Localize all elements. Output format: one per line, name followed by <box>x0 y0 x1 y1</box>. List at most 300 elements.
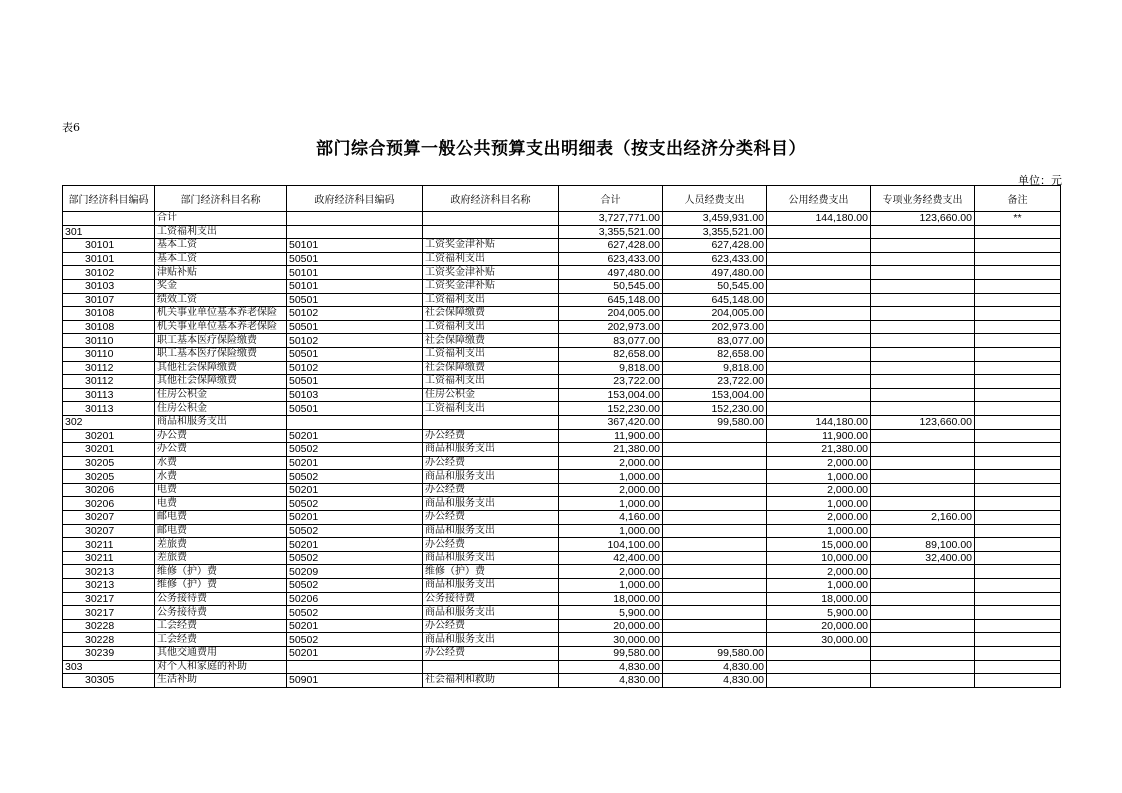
cell-gov-name: 工资福利支出 <box>423 402 559 416</box>
cell-public <box>767 279 871 293</box>
cell-total: 152,230.00 <box>559 402 663 416</box>
cell-special <box>871 579 975 593</box>
cell-dept-code: 30108 <box>63 307 155 321</box>
cell-public: 30,000.00 <box>767 633 871 647</box>
cell-public: 2,000.00 <box>767 565 871 579</box>
cell-note <box>975 470 1061 484</box>
table-row <box>63 443 1061 457</box>
cell-public <box>767 647 871 661</box>
cell-dept-code: 30305 <box>63 674 155 688</box>
cell-personnel: 9,818.00 <box>663 361 767 375</box>
cell-dept-code: 30201 <box>63 429 155 443</box>
cell-dept-code: 30217 <box>63 592 155 606</box>
cell-dept-code: 30205 <box>63 470 155 484</box>
cell-note <box>975 334 1061 348</box>
cell-gov-name: 工资福利支出 <box>423 320 559 334</box>
cell-dept-name: 水费 <box>155 456 287 470</box>
cell-note <box>975 415 1061 429</box>
cell-public: 1,000.00 <box>767 497 871 511</box>
cell-public: 10,000.00 <box>767 551 871 565</box>
cell-gov-code: 50102 <box>287 334 423 348</box>
cell-special: 32,400.00 <box>871 551 975 565</box>
cell-gov-name: 商品和服务支出 <box>423 551 559 565</box>
cell-gov-name: 办公经费 <box>423 483 559 497</box>
cell-note <box>975 551 1061 565</box>
cell-dept-name: 办公费 <box>155 429 287 443</box>
cell-dept-code: 30206 <box>63 497 155 511</box>
cell-total: 645,148.00 <box>559 293 663 307</box>
cell-total: 9,818.00 <box>559 361 663 375</box>
cell-gov-name: 商品和服务支出 <box>423 606 559 620</box>
cell-note <box>975 511 1061 525</box>
cell-gov-name: 商品和服务支出 <box>423 497 559 511</box>
cell-personnel <box>663 497 767 511</box>
table-row <box>63 375 1061 389</box>
cell-dept-code <box>63 212 155 226</box>
cell-total: 3,355,521.00 <box>559 225 663 239</box>
cell-gov-code: 50201 <box>287 619 423 633</box>
cell-public <box>767 252 871 266</box>
cell-gov-name: 社会福利和救助 <box>423 674 559 688</box>
header-dept-code: 部门经济科目编码 <box>63 186 155 212</box>
cell-personnel: 627,428.00 <box>663 239 767 253</box>
cell-personnel: 99,580.00 <box>663 415 767 429</box>
cell-total: 153,004.00 <box>559 388 663 402</box>
cell-note <box>975 538 1061 552</box>
cell-total: 99,580.00 <box>559 647 663 661</box>
cell-public <box>767 225 871 239</box>
cell-gov-code: 50502 <box>287 524 423 538</box>
cell-dept-code: 30110 <box>63 334 155 348</box>
cell-gov-name: 商品和服务支出 <box>423 470 559 484</box>
cell-special: 89,100.00 <box>871 538 975 552</box>
table-number-label: 表6 <box>62 121 80 134</box>
cell-dept-name: 电费 <box>155 483 287 497</box>
cell-note <box>975 674 1061 688</box>
unit-label: 单位：元 <box>1018 174 1062 187</box>
table-row <box>63 293 1061 307</box>
cell-special <box>871 443 975 457</box>
cell-dept-name: 职工基本医疗保险缴费 <box>155 334 287 348</box>
header-gov-code: 政府经济科目编码 <box>287 186 423 212</box>
cell-public: 1,000.00 <box>767 579 871 593</box>
cell-public: 1,000.00 <box>767 470 871 484</box>
cell-total: 202,973.00 <box>559 320 663 334</box>
cell-total: 83,077.00 <box>559 334 663 348</box>
cell-gov-code: 50501 <box>287 252 423 266</box>
cell-gov-name: 商品和服务支出 <box>423 443 559 457</box>
table-row <box>63 538 1061 552</box>
cell-dept-code: 30228 <box>63 633 155 647</box>
cell-dept-code: 30103 <box>63 279 155 293</box>
cell-total: 4,160.00 <box>559 511 663 525</box>
cell-dept-code: 30112 <box>63 361 155 375</box>
table-row <box>63 415 1061 429</box>
cell-dept-name: 其他社会保障缴费 <box>155 361 287 375</box>
cell-note <box>975 456 1061 470</box>
cell-dept-code: 30113 <box>63 402 155 416</box>
cell-personnel: 99,580.00 <box>663 647 767 661</box>
cell-note <box>975 266 1061 280</box>
cell-personnel: 497,480.00 <box>663 266 767 280</box>
cell-personnel: 82,658.00 <box>663 347 767 361</box>
cell-special <box>871 524 975 538</box>
cell-dept-code: 30239 <box>63 647 155 661</box>
cell-dept-name: 绩效工资 <box>155 293 287 307</box>
cell-public: 1,000.00 <box>767 524 871 538</box>
cell-special <box>871 660 975 674</box>
cell-total: 1,000.00 <box>559 524 663 538</box>
cell-public <box>767 334 871 348</box>
cell-total: 42,400.00 <box>559 551 663 565</box>
cell-dept-name: 奖金 <box>155 279 287 293</box>
cell-special <box>871 347 975 361</box>
cell-dept-name: 机关事业单位基本养老保险 <box>155 320 287 334</box>
table-row <box>63 347 1061 361</box>
table-row <box>63 497 1061 511</box>
cell-gov-code: 50901 <box>287 674 423 688</box>
cell-total: 4,830.00 <box>559 660 663 674</box>
cell-personnel: 23,722.00 <box>663 375 767 389</box>
cell-special <box>871 456 975 470</box>
cell-special <box>871 334 975 348</box>
cell-dept-code: 30207 <box>63 524 155 538</box>
cell-dept-name: 职工基本医疗保险缴费 <box>155 347 287 361</box>
table-row <box>63 361 1061 375</box>
page-title: 部门综合预算一般公共预算支出明细表（按支出经济分类科目） <box>316 139 806 159</box>
cell-gov-name: 办公经费 <box>423 429 559 443</box>
cell-public <box>767 239 871 253</box>
cell-dept-name: 工会经费 <box>155 633 287 647</box>
cell-personnel <box>663 606 767 620</box>
cell-total: 2,000.00 <box>559 565 663 579</box>
cell-note <box>975 565 1061 579</box>
cell-note <box>975 647 1061 661</box>
cell-dept-code: 30213 <box>63 579 155 593</box>
cell-note <box>975 225 1061 239</box>
table-row <box>63 619 1061 633</box>
cell-special <box>871 619 975 633</box>
cell-dept-name: 住房公积金 <box>155 402 287 416</box>
cell-gov-code: 50201 <box>287 429 423 443</box>
cell-total: 23,722.00 <box>559 375 663 389</box>
cell-special <box>871 388 975 402</box>
cell-special <box>871 252 975 266</box>
table-row <box>63 551 1061 565</box>
cell-dept-name: 邮电费 <box>155 511 287 525</box>
cell-gov-code: 50501 <box>287 293 423 307</box>
cell-public: 18,000.00 <box>767 592 871 606</box>
cell-gov-code: 50101 <box>287 266 423 280</box>
table-row <box>63 483 1061 497</box>
budget-detail-table <box>62 185 1061 688</box>
table-row <box>63 402 1061 416</box>
cell-total: 627,428.00 <box>559 239 663 253</box>
cell-dept-name: 工会经费 <box>155 619 287 633</box>
cell-gov-name: 办公经费 <box>423 619 559 633</box>
cell-total: 4,830.00 <box>559 674 663 688</box>
table-row <box>63 320 1061 334</box>
cell-dept-name: 邮电费 <box>155 524 287 538</box>
cell-note <box>975 402 1061 416</box>
cell-note <box>975 429 1061 443</box>
cell-dept-code: 30107 <box>63 293 155 307</box>
cell-public <box>767 320 871 334</box>
cell-special <box>871 375 975 389</box>
cell-total: 18,000.00 <box>559 592 663 606</box>
cell-gov-name: 办公经费 <box>423 538 559 552</box>
cell-note <box>975 375 1061 389</box>
cell-personnel <box>663 511 767 525</box>
cell-special <box>871 279 975 293</box>
cell-gov-name: 商品和服务支出 <box>423 524 559 538</box>
cell-total: 2,000.00 <box>559 483 663 497</box>
cell-special <box>871 674 975 688</box>
cell-dept-name: 维修（护）费 <box>155 565 287 579</box>
table-row <box>63 660 1061 674</box>
cell-gov-code: 50502 <box>287 497 423 511</box>
cell-gov-name: 商品和服务支出 <box>423 633 559 647</box>
cell-gov-name: 工资奖金津补贴 <box>423 279 559 293</box>
cell-total: 3,727,771.00 <box>559 212 663 226</box>
cell-special <box>871 307 975 321</box>
cell-dept-name: 合计 <box>155 212 287 226</box>
cell-personnel <box>663 538 767 552</box>
cell-gov-name: 办公经费 <box>423 647 559 661</box>
table-row <box>63 511 1061 525</box>
cell-dept-code: 30201 <box>63 443 155 457</box>
table-row <box>63 334 1061 348</box>
cell-gov-code: 50103 <box>287 388 423 402</box>
cell-dept-code: 30213 <box>63 565 155 579</box>
cell-gov-code: 50501 <box>287 375 423 389</box>
cell-personnel <box>663 551 767 565</box>
cell-public: 2,000.00 <box>767 483 871 497</box>
cell-gov-code: 50201 <box>287 538 423 552</box>
cell-note <box>975 660 1061 674</box>
cell-personnel <box>663 579 767 593</box>
cell-note <box>975 443 1061 457</box>
cell-gov-name: 工资福利支出 <box>423 375 559 389</box>
cell-dept-name: 工资福利支出 <box>155 225 287 239</box>
cell-public <box>767 266 871 280</box>
cell-personnel: 153,004.00 <box>663 388 767 402</box>
cell-special: 2,160.00 <box>871 511 975 525</box>
cell-dept-name: 差旅费 <box>155 538 287 552</box>
cell-gov-code: 50502 <box>287 443 423 457</box>
cell-public: 20,000.00 <box>767 619 871 633</box>
cell-note <box>975 361 1061 375</box>
cell-gov-code: 50206 <box>287 592 423 606</box>
cell-note <box>975 320 1061 334</box>
cell-gov-name: 维修（护）费 <box>423 565 559 579</box>
header-dept-name: 部门经济科目名称 <box>155 186 287 212</box>
table-row <box>63 456 1061 470</box>
cell-public: 11,900.00 <box>767 429 871 443</box>
cell-gov-name: 工资奖金津补贴 <box>423 239 559 253</box>
cell-total: 1,000.00 <box>559 579 663 593</box>
cell-gov-code: 50201 <box>287 483 423 497</box>
table-row <box>63 225 1061 239</box>
cell-dept-code: 30101 <box>63 252 155 266</box>
table-row <box>63 252 1061 266</box>
header-special: 专项业务经费支出 <box>871 186 975 212</box>
cell-public: 15,000.00 <box>767 538 871 552</box>
header-gov-name: 政府经济科目名称 <box>423 186 559 212</box>
cell-public: 144,180.00 <box>767 212 871 226</box>
cell-public <box>767 388 871 402</box>
cell-special: 123,660.00 <box>871 415 975 429</box>
table-row <box>63 388 1061 402</box>
cell-gov-code: 50101 <box>287 239 423 253</box>
cell-gov-code: 50102 <box>287 361 423 375</box>
header-personnel: 人员经费支出 <box>663 186 767 212</box>
cell-special <box>871 606 975 620</box>
cell-gov-name: 社会保障缴费 <box>423 334 559 348</box>
table-row <box>63 633 1061 647</box>
cell-total: 5,900.00 <box>559 606 663 620</box>
cell-special <box>871 633 975 647</box>
cell-total: 367,420.00 <box>559 415 663 429</box>
cell-gov-code: 50209 <box>287 565 423 579</box>
cell-special <box>871 225 975 239</box>
cell-personnel <box>663 429 767 443</box>
cell-dept-name: 其他社会保障缴费 <box>155 375 287 389</box>
cell-personnel: 152,230.00 <box>663 402 767 416</box>
cell-special <box>871 592 975 606</box>
cell-dept-name: 维修（护）费 <box>155 579 287 593</box>
cell-gov-name <box>423 415 559 429</box>
cell-public: 2,000.00 <box>767 456 871 470</box>
cell-personnel: 202,973.00 <box>663 320 767 334</box>
cell-special <box>871 361 975 375</box>
cell-personnel: 4,830.00 <box>663 660 767 674</box>
cell-note <box>975 579 1061 593</box>
cell-special <box>871 497 975 511</box>
cell-gov-code: 50501 <box>287 347 423 361</box>
cell-dept-code: 30211 <box>63 538 155 552</box>
cell-gov-name: 公务接待费 <box>423 592 559 606</box>
cell-gov-name: 工资奖金津补贴 <box>423 266 559 280</box>
cell-dept-name: 对个人和家庭的补助 <box>155 660 287 674</box>
cell-dept-code: 30102 <box>63 266 155 280</box>
cell-total: 1,000.00 <box>559 470 663 484</box>
cell-dept-name: 差旅费 <box>155 551 287 565</box>
cell-gov-code: 50501 <box>287 320 423 334</box>
table-row <box>63 524 1061 538</box>
cell-note <box>975 483 1061 497</box>
table-row <box>63 674 1061 688</box>
cell-gov-name: 社会保障缴费 <box>423 307 559 321</box>
cell-dept-name: 基本工资 <box>155 252 287 266</box>
cell-public <box>767 361 871 375</box>
cell-note <box>975 388 1061 402</box>
cell-personnel: 3,459,931.00 <box>663 212 767 226</box>
cell-gov-code <box>287 660 423 674</box>
cell-gov-name: 商品和服务支出 <box>423 579 559 593</box>
table-row <box>63 279 1061 293</box>
cell-dept-name: 办公费 <box>155 443 287 457</box>
cell-gov-name: 工资福利支出 <box>423 293 559 307</box>
cell-special: 123,660.00 <box>871 212 975 226</box>
cell-dept-code: 30108 <box>63 320 155 334</box>
cell-gov-code <box>287 415 423 429</box>
table-row <box>63 579 1061 593</box>
cell-special <box>871 266 975 280</box>
cell-special <box>871 470 975 484</box>
cell-personnel <box>663 456 767 470</box>
cell-total: 20,000.00 <box>559 619 663 633</box>
table-row <box>63 565 1061 579</box>
cell-personnel <box>663 633 767 647</box>
table-row <box>63 606 1061 620</box>
cell-dept-name: 其他交通费用 <box>155 647 287 661</box>
cell-dept-name: 住房公积金 <box>155 388 287 402</box>
cell-special <box>871 402 975 416</box>
cell-gov-code <box>287 225 423 239</box>
cell-dept-code: 30205 <box>63 456 155 470</box>
cell-personnel: 4,830.00 <box>663 674 767 688</box>
cell-note <box>975 307 1061 321</box>
table-row <box>63 470 1061 484</box>
cell-personnel: 83,077.00 <box>663 334 767 348</box>
cell-public <box>767 293 871 307</box>
cell-note: ** <box>975 212 1061 226</box>
cell-special <box>871 565 975 579</box>
cell-note <box>975 293 1061 307</box>
cell-dept-code: 30113 <box>63 388 155 402</box>
cell-personnel: 50,545.00 <box>663 279 767 293</box>
cell-dept-name: 生活补助 <box>155 674 287 688</box>
cell-public: 5,900.00 <box>767 606 871 620</box>
cell-dept-name: 水费 <box>155 470 287 484</box>
cell-dept-code: 30207 <box>63 511 155 525</box>
cell-total: 21,380.00 <box>559 443 663 457</box>
cell-note <box>975 239 1061 253</box>
cell-note <box>975 606 1061 620</box>
cell-note <box>975 497 1061 511</box>
cell-personnel <box>663 619 767 633</box>
cell-gov-code: 50201 <box>287 456 423 470</box>
cell-dept-code: 30217 <box>63 606 155 620</box>
cell-dept-code: 302 <box>63 415 155 429</box>
cell-total: 2,000.00 <box>559 456 663 470</box>
cell-gov-name <box>423 225 559 239</box>
cell-dept-name: 商品和服务支出 <box>155 415 287 429</box>
cell-note <box>975 252 1061 266</box>
cell-total: 11,900.00 <box>559 429 663 443</box>
header-public: 公用经费支出 <box>767 186 871 212</box>
cell-dept-code: 30206 <box>63 483 155 497</box>
cell-dept-code: 30101 <box>63 239 155 253</box>
cell-note <box>975 619 1061 633</box>
cell-public <box>767 375 871 389</box>
cell-total: 1,000.00 <box>559 497 663 511</box>
cell-gov-code <box>287 212 423 226</box>
cell-dept-code: 30112 <box>63 375 155 389</box>
cell-dept-name: 基本工资 <box>155 239 287 253</box>
cell-gov-code: 50502 <box>287 470 423 484</box>
cell-gov-code: 50502 <box>287 579 423 593</box>
cell-personnel <box>663 592 767 606</box>
cell-gov-name <box>423 212 559 226</box>
cell-gov-code: 50102 <box>287 307 423 321</box>
cell-note <box>975 633 1061 647</box>
cell-gov-code: 50201 <box>287 647 423 661</box>
cell-public: 21,380.00 <box>767 443 871 457</box>
cell-note <box>975 279 1061 293</box>
cell-gov-name <box>423 660 559 674</box>
